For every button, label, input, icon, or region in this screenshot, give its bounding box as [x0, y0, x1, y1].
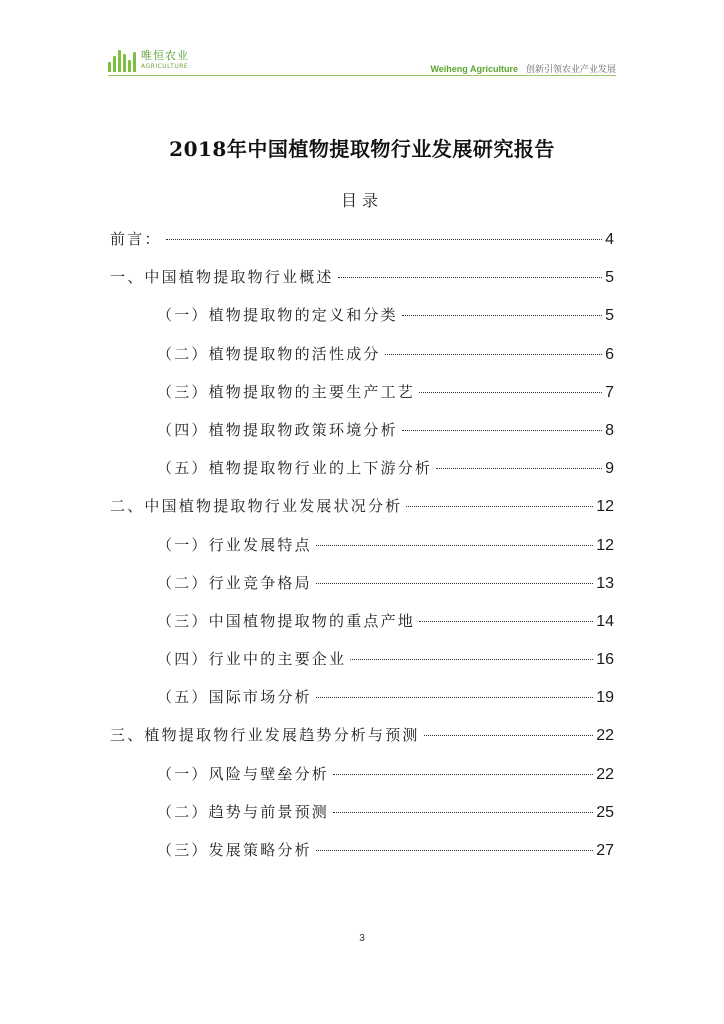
logo-bars-icon: [108, 48, 138, 72]
page-header: [108, 48, 616, 76]
toc-dot-leader: [350, 659, 593, 660]
toc-entry-page: 7: [605, 383, 614, 401]
toc-heading: 目录: [340, 191, 383, 210]
toc-dot-leader: [419, 621, 593, 622]
toc-dot-leader: [338, 277, 602, 278]
toc-entry-label: 二、中国植物提取物行业发展状况分析: [110, 497, 403, 516]
document-title: 2018年中国植物提取物行业发展研究报告: [169, 137, 555, 161]
toc-entry-label: （二）植物提取物的活性成分: [157, 344, 381, 363]
toc-entry-label: （二）行业竞争格局: [157, 573, 312, 592]
toc-entry[interactable]: [110, 493, 614, 531]
toc-entry-page: 16: [596, 651, 614, 669]
toc-dot-leader: [406, 506, 593, 507]
toc-entry-page: 22: [596, 727, 614, 745]
toc-entry[interactable]: [110, 532, 614, 570]
toc-entry-label: 三、植物提取物行业发展趋势分析与预测: [110, 726, 420, 745]
toc-entry-page: 19: [596, 689, 614, 707]
toc-entry[interactable]: [110, 570, 614, 608]
toc-dot-leader: [316, 545, 593, 546]
toc-entry[interactable]: [110, 722, 614, 760]
toc-entry-label: （四）行业中的主要企业: [157, 650, 347, 669]
toc-dot-leader: [402, 315, 602, 316]
table-of-contents: [110, 226, 614, 875]
toc-dot-leader: [419, 392, 602, 393]
toc-entry[interactable]: [110, 379, 614, 417]
toc-entry-label: （一）行业发展特点: [157, 535, 312, 554]
toc-entry-label: 一、中国植物提取物行业概述: [110, 268, 334, 287]
toc-entry-label: （一）风险与壁垒分析: [157, 764, 330, 783]
toc-entry[interactable]: [110, 684, 614, 722]
toc-dot-leader: [166, 239, 602, 240]
toc-entry-label: 前言：: [110, 230, 162, 248]
toc-entry-label: （一）植物提取物的定义和分类: [157, 306, 398, 325]
toc-entry[interactable]: [110, 608, 614, 646]
toc-entry-label: （三）发展策略分析: [157, 841, 312, 859]
toc-entry-label: （三）植物提取物的主要生产工艺: [157, 382, 416, 401]
toc-entry[interactable]: [110, 302, 614, 340]
toc-entry-page: 14: [596, 612, 614, 630]
toc-entry[interactable]: [110, 264, 614, 302]
toc-entry-page: 8: [605, 421, 614, 439]
toc-entry-page: 5: [605, 269, 614, 287]
toc-entry-label: （四）植物提取物政策环境分析: [157, 420, 398, 439]
toc-dot-leader: [316, 583, 593, 584]
company-logo: [108, 48, 189, 72]
toc-entry-label: （二）趋势与前景预测: [157, 802, 330, 821]
toc-entry-label: （五）国际市场分析: [157, 688, 312, 707]
brand-name: Weiheng Agriculture: [430, 64, 518, 74]
toc-entry[interactable]: [110, 761, 614, 799]
toc-entry[interactable]: [110, 226, 614, 264]
toc-dot-leader: [316, 850, 593, 851]
header-brand-line: [430, 62, 616, 75]
logo-chinese-text: 唯恒农业: [141, 49, 189, 62]
toc-entry-page: 9: [605, 460, 614, 478]
header-divider: [108, 75, 616, 76]
toc-dot-leader: [436, 468, 602, 469]
toc-entry-label: （五）植物提取物行业的上下游分析: [157, 459, 433, 478]
toc-dot-leader: [333, 812, 593, 813]
toc-dot-leader: [385, 354, 602, 355]
toc-entry[interactable]: [110, 837, 614, 875]
toc-dot-leader: [316, 697, 593, 698]
toc-entry[interactable]: [110, 455, 614, 493]
brand-slogan: 创新引领农业产业发展: [525, 65, 616, 75]
toc-entry[interactable]: [110, 799, 614, 837]
toc-entry-label: （三）中国植物提取物的重点产地: [157, 611, 416, 630]
toc-entry-page: 25: [596, 803, 614, 821]
toc-dot-leader: [402, 430, 602, 431]
toc-entry-page: 4: [605, 231, 614, 248]
toc-entry-page: 12: [596, 498, 614, 516]
toc-dot-leader: [333, 774, 593, 775]
logo-english-text: AGRICULTURE: [141, 63, 189, 70]
toc-entry-page: 13: [596, 574, 614, 592]
toc-dot-leader: [424, 735, 594, 736]
toc-entry[interactable]: [110, 417, 614, 455]
toc-entry[interactable]: [110, 341, 614, 379]
toc-entry-page: 22: [596, 765, 614, 783]
toc-entry-page: 27: [596, 842, 614, 859]
toc-entry-page: 5: [605, 307, 614, 325]
toc-entry-page: 6: [605, 345, 614, 363]
toc-entry-page: 12: [596, 536, 614, 554]
toc-entry[interactable]: [110, 646, 614, 684]
page-number: 3: [359, 933, 365, 944]
